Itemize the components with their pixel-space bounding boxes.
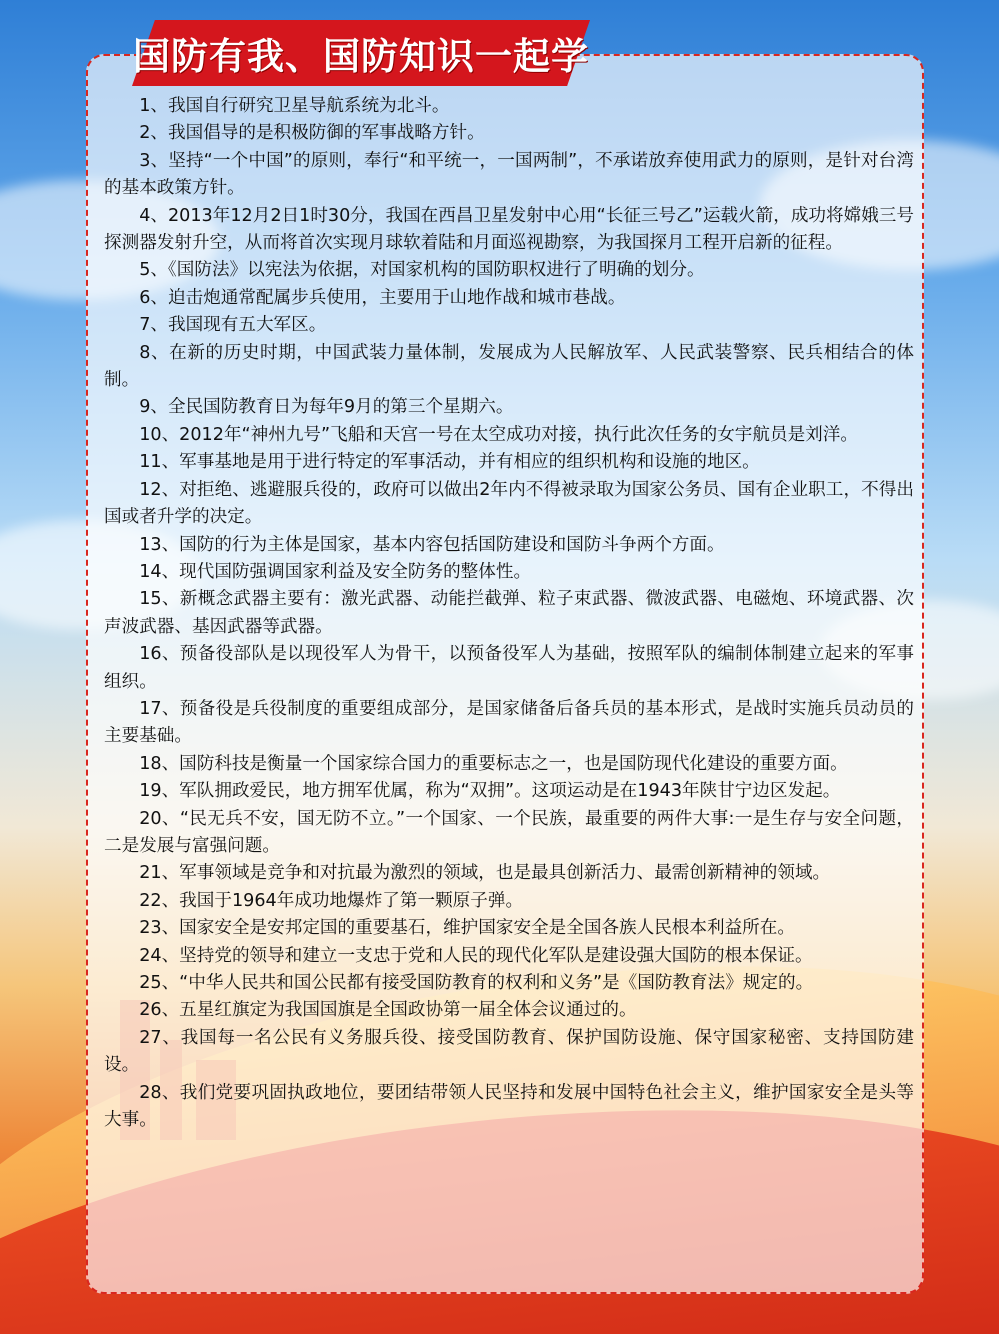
list-item: 26、五星红旗定为我国国旗是全国政协第一届全体会议通过的。 [139, 1000, 637, 1021]
list-item: 12、对拒绝、逃避服兵役的，政府可以做出2年内不得被录取为国家公务员、国有企业职工，不得出国或者升学的决定。 [104, 479, 914, 528]
list-item: 1、我国自行研究卫星导航系统为北斗。 [139, 96, 450, 116]
list-item: 11、军事基地是用于进行特定的军事活动，并有相应的组织机构和设施的地区。 [139, 452, 760, 473]
list-item: 27、我国每一名公民有义务服兵役、接受国防教育、保护国防设施、保守国家秘密、支持国防建设。 [104, 1027, 914, 1076]
list-item: 9、全民国防教育日为每年9月的第三个星期六。 [139, 397, 514, 418]
list-item: 6、迫击炮通常配属步兵使用，主要用于山地作战和城市巷战。 [139, 287, 626, 308]
list-item: 8、在新的历史时期，中国武装力量体制，发展成为人民解放军、人民武装警察、民兵相结合的体制。 [104, 342, 914, 391]
list-item: 17、预备役是兵役制度的重要组成部分，是国家储备后备兵员的基本形式，是战时实施兵员动员的主要基础。 [104, 698, 914, 747]
list-item: 2、我国倡导的是积极防御的军事战略方针。 [139, 123, 485, 144]
list-item: 25、“中华人民共和国公民都有接受国防教育的权利和义务”是《国防教育法》规定的。 [139, 973, 814, 993]
list-item: 5、《国防法》以宪法为依据，对国家机构的国防职权进行了明确的划分。 [139, 260, 705, 281]
page-title: 国防有我、国防知识一起学 [133, 35, 589, 78]
list-item: 22、我国于1964年成功地爆炸了第一颗原子弹。 [139, 890, 524, 911]
list-item: 21、军事领域是竞争和对抗最为激烈的领域，也是最具创新活力、最需创新精神的领域。 [139, 863, 831, 884]
list-item: 15、新概念武器主要有：激光武器、动能拦截弹、粒子束武器、微波武器、电磁炮、环境武器、次声波武器、基因武器等武器。 [104, 589, 914, 637]
list-item: 13、国防的行为主体是国家，基本内容包括国防建设和国防斗争两个方面。 [139, 534, 725, 555]
list-item: 14、现代国防强调国家利益及安全防务的整体性。 [139, 561, 532, 582]
list-item: 4、2013年12月2日1时30分，我国在西昌卫星发射中心用“长征三号乙”运载火箭，成功将嫦娥三号探测器发射升空，从而将首次实现月球软着陆和月面巡视勘察，为我国探月工程开启新的征程。 [104, 205, 914, 254]
list-item: 20、“民无兵不安，国无防不立。”一个国家、一个民族，最重要的两件大事:一是生存与安全问题，二是发展与富强问题。 [104, 808, 914, 856]
list-item: 28、我们党要巩固执政地位，要团结带领人民坚持和发展中国特色社会主义，维护国家安全是头等大事。 [104, 1082, 914, 1131]
list-item: 19、军队拥政爱民，地方拥军优属，称为“双拥”。这项运动是在1943年陕甘宁边区发起。 [139, 781, 841, 802]
list-item: 7、我国现有五大军区。 [139, 315, 327, 336]
list-item: 10、2012年“神州九号”飞船和天宫一号在太空成功对接，执行此次任务的女宇航员是刘洋。 [139, 424, 858, 445]
list-item: 24、坚持党的领导和建立一支忠于党和人民的现代化军队是建设强大国防的根本保证。 [139, 945, 813, 966]
list-item: 3、坚持“一个中国”的原则，奉行“和平统一，一国两制”，不承诺放弃使用武力的原则，是针对台湾的基本政策方针。 [104, 150, 914, 199]
list-item: 16、预备役部队是以现役军人为骨干，以预备役军人为基础，按照军队的编制体制建立起来的军事组织。 [104, 644, 914, 692]
list-item: 18、国防科技是衡量一个国家综合国力的重要标志之一，也是国防现代化建设的重要方面。 [139, 753, 848, 774]
knowledge-list [104, 93, 914, 1134]
list-item: 23、国家安全是安邦定国的重要基石，维护国家安全是全国各族人民根本利益所在。 [139, 918, 795, 939]
